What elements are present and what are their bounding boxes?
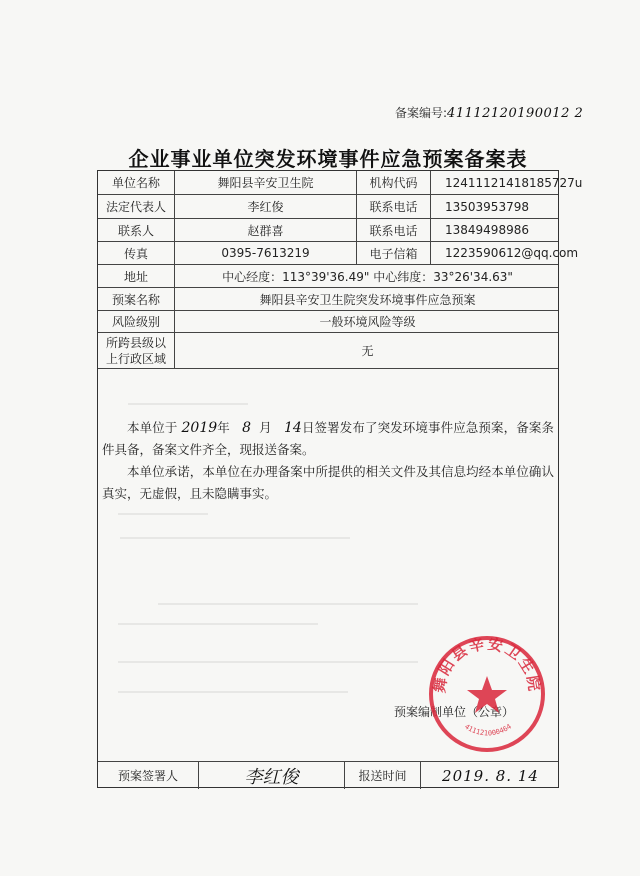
statement-paragraph-2: 本单位承诺，本单位在办理备案中所提供的相关文件及其信息均经本单位确认真实，无虚假，且未隐瞒事实。 [102, 464, 554, 501]
plan-name-label: 预案名称 [111, 292, 160, 307]
row-cross-region [98, 333, 558, 369]
bleed-through-mark [118, 661, 418, 663]
fax-label: 传真 [123, 246, 148, 261]
svg-text:411121000464 [463, 723, 513, 738]
bleed-through-mark [158, 603, 418, 605]
cross-region-label-line2: 上行政区域 [105, 351, 166, 366]
phone1-value: 13503953798 [430, 195, 560, 218]
risk-level-value: 一般环境风险等级 [174, 311, 560, 332]
document-title: 企业事业单位突发环境事件应急预案备案表 [128, 147, 528, 171]
row-risk-level [98, 311, 558, 333]
official-seal [425, 632, 549, 760]
filing-number-label: 备案编号: [395, 106, 448, 120]
org-code-value: 12411121418185727u [430, 171, 560, 194]
phone2-value: 13849498986 [430, 219, 560, 241]
contact-value: 赵群喜 [174, 219, 356, 241]
legal-rep-label: 法定代表人 [105, 200, 166, 214]
statement-prefix: 本单位于 [127, 420, 178, 435]
signer-signature: 李红俊 [244, 766, 299, 788]
seal-code: 411121000464 [463, 722, 513, 738]
submit-time-value: 2019. 8. 14 [442, 766, 539, 785]
legal-rep-value: 李红俊 [174, 195, 356, 218]
unit-name-label: 单位名称 [111, 176, 160, 190]
filing-number [395, 104, 583, 121]
bleed-through-mark [118, 513, 208, 515]
filing-number-value: 41112120190012 2 [447, 106, 584, 121]
row-signature [98, 761, 558, 789]
phone1-label: 联系电话 [356, 195, 430, 218]
row-plan-name [98, 288, 558, 311]
signer-signature-cell [198, 762, 344, 789]
year-fill: 2019 [181, 420, 218, 436]
address-value: 中心经度：113°39'36.49" 中心纬度：33°26'34.63" [174, 265, 560, 287]
month-fill: 8 [242, 420, 252, 436]
day-fill: 14 [284, 420, 302, 436]
statement-block [102, 417, 554, 505]
phone2-label: 联系电话 [356, 219, 430, 241]
fax-value: 0395-7613219 [174, 242, 356, 264]
submit-time-label: 报送时间 [344, 762, 420, 789]
month-unit: 月 [259, 420, 272, 435]
bleed-through-mark [118, 623, 318, 625]
statement-paragraph-1 [102, 417, 554, 461]
statement-suffix: 日签署发布了突发环境事件应急预案，备案条件具备，备案文件齐全，现报送备案。 [102, 420, 554, 457]
signer-label: 预案签署人 [117, 769, 178, 783]
year-unit: 年 [217, 420, 230, 435]
address-label: 地址 [123, 269, 148, 284]
contact-label: 联系人 [117, 223, 154, 238]
row-unit-name [98, 171, 583, 195]
row-address [98, 265, 558, 288]
cross-region-label [98, 333, 174, 368]
row-fax [98, 242, 579, 265]
seal-star-icon [467, 676, 507, 713]
bleed-through-mark [118, 691, 348, 693]
seal-label: 预案编制单位（公章） [394, 705, 515, 719]
bleed-through-mark [128, 403, 248, 405]
plan-name-value: 舞阳县辛安卫生院突发环境事件应急预案 [174, 288, 560, 310]
submit-time-cell [420, 762, 560, 789]
email-label: 电子信箱 [356, 242, 430, 264]
seal-text: 舞阳县辛安卫生院 [430, 634, 544, 694]
cross-region-label-line1: 所跨县级以 [105, 335, 166, 350]
cross-region-value: 无 [174, 333, 560, 368]
seal-graphic [425, 632, 549, 756]
unit-name-value: 舞阳县辛安卫生院 [174, 171, 356, 194]
email-value: 1223590612@qq.com [430, 242, 560, 264]
row-contact [98, 219, 558, 242]
bleed-through-mark [120, 537, 350, 539]
risk-level-label: 风险级别 [111, 315, 160, 329]
org-code-label: 机构代码 [356, 171, 430, 194]
row-legal-rep [98, 195, 558, 219]
